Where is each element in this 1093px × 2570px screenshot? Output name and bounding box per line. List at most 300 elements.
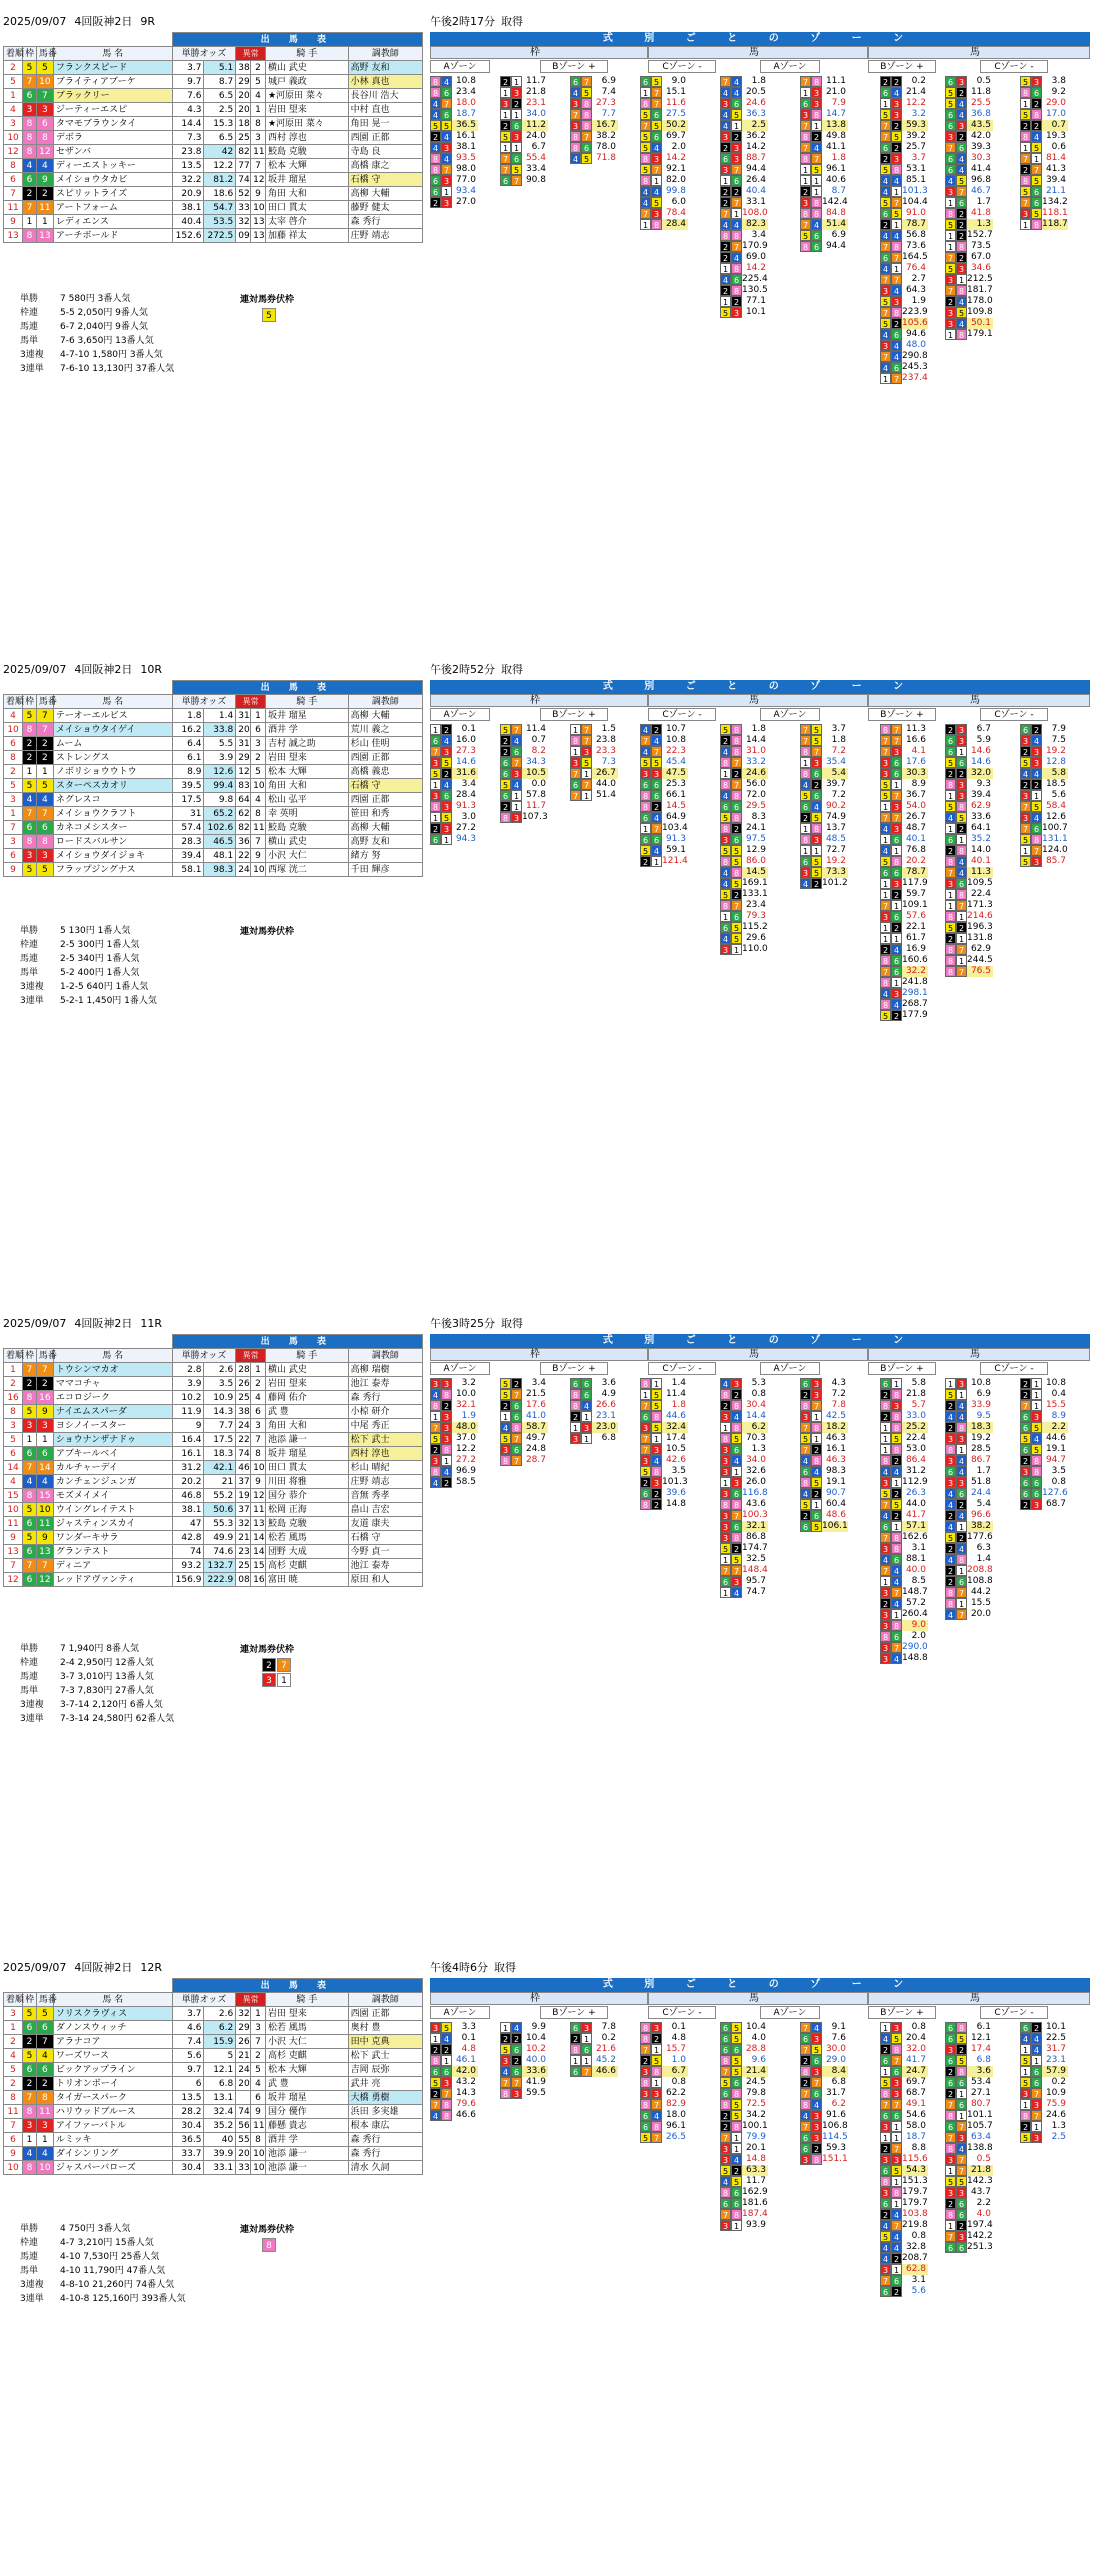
zone-entry[interactable] xyxy=(880,2121,928,2132)
zone-entry[interactable] xyxy=(880,1576,928,1587)
zone-entry[interactable] xyxy=(1020,1488,1068,1499)
zone-entry[interactable] xyxy=(640,1444,688,1455)
zone-entry[interactable] xyxy=(880,197,928,208)
zone-entry[interactable] xyxy=(880,1455,928,1466)
zone-entry[interactable] xyxy=(800,153,848,164)
zone-entry[interactable] xyxy=(500,131,548,142)
zone-entry[interactable] xyxy=(880,186,928,197)
zone-entry[interactable] xyxy=(1020,1422,1068,1433)
zone-entry[interactable] xyxy=(640,812,688,823)
zone-entry[interactable] xyxy=(800,197,848,208)
zone-entry[interactable] xyxy=(945,87,993,98)
zone-entry[interactable] xyxy=(430,98,478,109)
zone-entry[interactable] xyxy=(430,186,478,197)
zone-entry[interactable] xyxy=(880,230,928,241)
horse-name[interactable]: メイショウクラフト xyxy=(53,807,172,821)
horse-name[interactable]: ロードスバルサン xyxy=(53,835,172,849)
zone-entry[interactable] xyxy=(945,1499,993,1510)
zone-entry[interactable] xyxy=(880,889,928,900)
zone-entry[interactable] xyxy=(430,2022,478,2033)
zone-entry[interactable] xyxy=(945,1444,993,1455)
horse-name[interactable]: レッドアヴァンティ xyxy=(53,1573,172,1587)
zone-entry[interactable] xyxy=(640,2022,688,2033)
zone-entry[interactable] xyxy=(880,2176,928,2187)
zone-entry[interactable] xyxy=(945,2044,993,2055)
zone-entry[interactable] xyxy=(880,724,928,735)
zone-entry[interactable] xyxy=(570,87,618,98)
zone-entry[interactable] xyxy=(945,1554,993,1565)
zone-entry[interactable] xyxy=(500,2044,548,2055)
zone-entry[interactable] xyxy=(1020,76,1068,87)
zone-entry[interactable] xyxy=(430,2033,478,2044)
zone-entry[interactable] xyxy=(945,164,993,175)
horse-name[interactable]: レディエンス xyxy=(53,215,172,229)
zone-entry[interactable] xyxy=(720,1389,768,1400)
zone-entry[interactable] xyxy=(880,735,928,746)
zone-entry[interactable] xyxy=(945,1565,993,1576)
zone-entry[interactable] xyxy=(945,845,993,856)
zone-entry[interactable] xyxy=(720,164,768,175)
zone-entry[interactable] xyxy=(880,1598,928,1609)
zone-entry[interactable] xyxy=(720,131,768,142)
zone-entry[interactable] xyxy=(945,878,993,889)
zone-entry[interactable] xyxy=(800,768,848,779)
zone-entry[interactable] xyxy=(500,790,548,801)
zone-entry[interactable] xyxy=(880,966,928,977)
zone-entry[interactable] xyxy=(640,1422,688,1433)
zone-entry[interactable] xyxy=(430,120,478,131)
zone-entry[interactable] xyxy=(720,1510,768,1521)
zone-entry[interactable] xyxy=(720,1411,768,1422)
zone-entry[interactable] xyxy=(800,1389,848,1400)
zone-entry[interactable] xyxy=(880,2154,928,2165)
zone-entry[interactable] xyxy=(720,1378,768,1389)
zone-entry[interactable] xyxy=(570,98,618,109)
zone-entry[interactable] xyxy=(720,153,768,164)
zone-entry[interactable] xyxy=(945,318,993,329)
zone-entry[interactable] xyxy=(1020,2110,1068,2121)
horse-name[interactable]: アラナコア xyxy=(53,2035,172,2049)
zone-entry[interactable] xyxy=(945,2110,993,2121)
zone-entry[interactable] xyxy=(945,197,993,208)
zone-entry[interactable] xyxy=(1020,1477,1068,1488)
zone-entry[interactable] xyxy=(945,812,993,823)
zone-entry[interactable] xyxy=(430,87,478,98)
zone-entry[interactable] xyxy=(1020,2099,1068,2110)
zone-entry[interactable] xyxy=(945,307,993,318)
zone-entry[interactable] xyxy=(880,977,928,988)
zone-entry[interactable] xyxy=(570,2022,618,2033)
zone-entry[interactable] xyxy=(720,2154,768,2165)
horse-name[interactable]: トウシンマカオ xyxy=(53,1363,172,1377)
zone-entry[interactable] xyxy=(800,1400,848,1411)
zone-entry[interactable] xyxy=(640,845,688,856)
zone-entry[interactable] xyxy=(720,1433,768,1444)
zone-entry[interactable] xyxy=(880,351,928,362)
zone-entry[interactable] xyxy=(720,1554,768,1565)
zone-entry[interactable] xyxy=(720,922,768,933)
zone-entry[interactable] xyxy=(430,2088,478,2099)
zone-entry[interactable] xyxy=(570,2055,618,2066)
zone-entry[interactable] xyxy=(500,757,548,768)
zone-entry[interactable] xyxy=(800,2088,848,2099)
zone-entry[interactable] xyxy=(720,285,768,296)
zone-entry[interactable] xyxy=(640,1433,688,1444)
zone-entry[interactable] xyxy=(880,922,928,933)
horse-name[interactable]: ヨシノイースター xyxy=(53,1419,172,1433)
zone-entry[interactable] xyxy=(880,1466,928,1477)
zone-entry[interactable] xyxy=(640,834,688,845)
zone-entry[interactable] xyxy=(800,1455,848,1466)
zone-entry[interactable] xyxy=(945,1400,993,1411)
zone-entry[interactable] xyxy=(945,1477,993,1488)
zone-entry[interactable] xyxy=(720,1466,768,1477)
zone-entry[interactable] xyxy=(720,87,768,98)
zone-entry[interactable] xyxy=(570,2066,618,2077)
zone-entry[interactable] xyxy=(430,1400,478,1411)
zone-entry[interactable] xyxy=(945,142,993,153)
zone-entry[interactable] xyxy=(880,933,928,944)
zone-entry[interactable] xyxy=(800,2132,848,2143)
zone-entry[interactable] xyxy=(570,2033,618,2044)
zone-entry[interactable] xyxy=(430,801,478,812)
zone-entry[interactable] xyxy=(720,2110,768,2121)
zone-entry[interactable] xyxy=(570,1422,618,1433)
zone-entry[interactable] xyxy=(945,219,993,230)
zone-entry[interactable] xyxy=(800,1521,848,1532)
zone-entry[interactable] xyxy=(1020,120,1068,131)
zone-entry[interactable] xyxy=(880,856,928,867)
zone-entry[interactable] xyxy=(640,724,688,735)
horse-name[interactable]: ジャスパーバローズ xyxy=(53,2161,172,2175)
zone-entry[interactable] xyxy=(430,131,478,142)
zone-entry[interactable] xyxy=(945,2132,993,2143)
zone-entry[interactable] xyxy=(1020,2022,1068,2033)
zone-entry[interactable] xyxy=(945,1532,993,1543)
zone-entry[interactable] xyxy=(945,757,993,768)
zone-entry[interactable] xyxy=(800,230,848,241)
zone-entry[interactable] xyxy=(500,1444,548,1455)
horse-name[interactable]: ワンダーキサラ xyxy=(53,1531,172,1545)
zone-entry[interactable] xyxy=(430,724,478,735)
zone-entry[interactable] xyxy=(1020,2044,1068,2055)
zone-entry[interactable] xyxy=(880,2022,928,2033)
zone-entry[interactable] xyxy=(500,98,548,109)
zone-entry[interactable] xyxy=(430,1455,478,1466)
zone-entry[interactable] xyxy=(720,790,768,801)
zone-entry[interactable] xyxy=(720,2165,768,2176)
zone-entry[interactable] xyxy=(945,2165,993,2176)
zone-entry[interactable] xyxy=(500,812,548,823)
zone-entry[interactable] xyxy=(945,922,993,933)
zone-entry[interactable] xyxy=(880,1543,928,1554)
zone-entry[interactable] xyxy=(720,120,768,131)
zone-entry[interactable] xyxy=(880,900,928,911)
zone-entry[interactable] xyxy=(570,1433,618,1444)
zone-entry[interactable] xyxy=(945,856,993,867)
horse-name[interactable]: ルミッキ xyxy=(53,2133,172,2147)
horse-name[interactable]: トリオンボーイ xyxy=(53,2077,172,2091)
zone-entry[interactable] xyxy=(800,878,848,889)
zone-entry[interactable] xyxy=(880,252,928,263)
zone-entry[interactable] xyxy=(945,834,993,845)
zone-entry[interactable] xyxy=(880,1499,928,1510)
zone-entry[interactable] xyxy=(720,834,768,845)
zone-entry[interactable] xyxy=(500,175,548,186)
zone-entry[interactable] xyxy=(880,219,928,230)
zone-entry[interactable] xyxy=(880,2044,928,2055)
horse-name[interactable]: ワーズワース xyxy=(53,2049,172,2063)
zone-entry[interactable] xyxy=(640,1411,688,1422)
horse-name[interactable]: ディニア xyxy=(53,1559,172,1573)
zone-entry[interactable] xyxy=(945,208,993,219)
zone-entry[interactable] xyxy=(880,153,928,164)
zone-entry[interactable] xyxy=(720,2132,768,2143)
zone-entry[interactable] xyxy=(640,2044,688,2055)
zone-entry[interactable] xyxy=(640,2132,688,2143)
zone-entry[interactable] xyxy=(800,834,848,845)
zone-entry[interactable] xyxy=(945,1389,993,1400)
zone-entry[interactable] xyxy=(1020,2088,1068,2099)
zone-entry[interactable] xyxy=(570,120,618,131)
zone-entry[interactable] xyxy=(1020,1466,1068,1477)
zone-entry[interactable] xyxy=(800,109,848,120)
zone-entry[interactable] xyxy=(945,746,993,757)
zone-entry[interactable] xyxy=(720,1543,768,1554)
zone-entry[interactable] xyxy=(570,142,618,153)
horse-name[interactable]: ノボリショウウトウ xyxy=(53,765,172,779)
zone-entry[interactable] xyxy=(880,1510,928,1521)
zone-entry[interactable] xyxy=(720,878,768,889)
zone-entry[interactable] xyxy=(720,812,768,823)
zone-entry[interactable] xyxy=(880,1653,928,1664)
zone-entry[interactable] xyxy=(720,2198,768,2209)
zone-entry[interactable] xyxy=(720,186,768,197)
zone-entry[interactable] xyxy=(945,120,993,131)
zone-entry[interactable] xyxy=(945,2143,993,2154)
zone-entry[interactable] xyxy=(500,1389,548,1400)
zone-entry[interactable] xyxy=(1020,812,1068,823)
horse-name[interactable]: グランテスト xyxy=(53,1545,172,1559)
zone-entry[interactable] xyxy=(640,164,688,175)
zone-entry[interactable] xyxy=(880,1444,928,1455)
zone-entry[interactable] xyxy=(800,757,848,768)
zone-entry[interactable] xyxy=(640,109,688,120)
zone-entry[interactable] xyxy=(1020,2066,1068,2077)
zone-entry[interactable] xyxy=(640,757,688,768)
zone-entry[interactable] xyxy=(800,735,848,746)
zone-entry[interactable] xyxy=(500,801,548,812)
zone-entry[interactable] xyxy=(640,856,688,867)
zone-entry[interactable] xyxy=(720,2099,768,2110)
zone-entry[interactable] xyxy=(500,1455,548,1466)
zone-entry[interactable] xyxy=(945,2099,993,2110)
horse-name[interactable]: ブラックリー xyxy=(53,89,172,103)
zone-entry[interactable] xyxy=(945,175,993,186)
zone-entry[interactable] xyxy=(640,2033,688,2044)
zone-entry[interactable] xyxy=(640,1477,688,1488)
zone-entry[interactable] xyxy=(1020,109,1068,120)
zone-entry[interactable] xyxy=(880,2231,928,2242)
zone-entry[interactable] xyxy=(880,779,928,790)
zone-entry[interactable] xyxy=(640,801,688,812)
zone-entry[interactable] xyxy=(720,2121,768,2132)
zone-entry[interactable] xyxy=(720,845,768,856)
zone-entry[interactable] xyxy=(800,87,848,98)
zone-entry[interactable] xyxy=(880,867,928,878)
zone-entry[interactable] xyxy=(640,2077,688,2088)
zone-entry[interactable] xyxy=(430,2066,478,2077)
zone-entry[interactable] xyxy=(945,933,993,944)
zone-entry[interactable] xyxy=(880,2055,928,2066)
horse-name[interactable]: メイショウダイジョキ xyxy=(53,849,172,863)
zone-entry[interactable] xyxy=(1020,779,1068,790)
zone-entry[interactable] xyxy=(500,1422,548,1433)
zone-entry[interactable] xyxy=(880,955,928,966)
horse-name[interactable]: メイショウタカビ xyxy=(53,173,172,187)
zone-entry[interactable] xyxy=(430,1444,478,1455)
zone-entry[interactable] xyxy=(500,779,548,790)
zone-entry[interactable] xyxy=(430,735,478,746)
zone-entry[interactable] xyxy=(945,768,993,779)
zone-entry[interactable] xyxy=(945,2187,993,2198)
zone-entry[interactable] xyxy=(880,296,928,307)
zone-entry[interactable] xyxy=(880,1609,928,1620)
horse-name[interactable]: ジーティーエスピ xyxy=(53,103,172,117)
zone-entry[interactable] xyxy=(1020,1444,1068,1455)
zone-entry[interactable] xyxy=(800,2055,848,2066)
zone-entry[interactable] xyxy=(880,768,928,779)
zone-entry[interactable] xyxy=(945,2242,993,2253)
zone-entry[interactable] xyxy=(570,746,618,757)
zone-entry[interactable] xyxy=(640,746,688,757)
zone-entry[interactable] xyxy=(800,142,848,153)
zone-entry[interactable] xyxy=(880,746,928,757)
zone-entry[interactable] xyxy=(945,779,993,790)
zone-entry[interactable] xyxy=(720,2220,768,2231)
zone-entry[interactable] xyxy=(1020,208,1068,219)
zone-entry[interactable] xyxy=(640,120,688,131)
zone-entry[interactable] xyxy=(1020,164,1068,175)
zone-entry[interactable] xyxy=(720,900,768,911)
zone-entry[interactable] xyxy=(430,1411,478,1422)
zone-entry[interactable] xyxy=(430,834,478,845)
zone-entry[interactable] xyxy=(720,1477,768,1488)
zone-entry[interactable] xyxy=(880,2264,928,2275)
zone-entry[interactable] xyxy=(880,1422,928,1433)
zone-entry[interactable] xyxy=(945,867,993,878)
zone-entry[interactable] xyxy=(880,164,928,175)
zone-entry[interactable] xyxy=(720,142,768,153)
zone-entry[interactable] xyxy=(800,2044,848,2055)
horse-name[interactable]: デボラ xyxy=(53,131,172,145)
zone-entry[interactable] xyxy=(800,724,848,735)
zone-entry[interactable] xyxy=(945,1411,993,1422)
zone-entry[interactable] xyxy=(1020,823,1068,834)
zone-entry[interactable] xyxy=(945,1466,993,1477)
zone-entry[interactable] xyxy=(945,955,993,966)
zone-entry[interactable] xyxy=(945,230,993,241)
zone-entry[interactable] xyxy=(1020,801,1068,812)
zone-entry[interactable] xyxy=(880,2143,928,2154)
zone-entry[interactable] xyxy=(500,724,548,735)
zone-entry[interactable] xyxy=(1020,2033,1068,2044)
zone-entry[interactable] xyxy=(720,944,768,955)
zone-entry[interactable] xyxy=(880,2088,928,2099)
zone-entry[interactable] xyxy=(720,2055,768,2066)
horse-name[interactable]: ディーエストッキー xyxy=(53,159,172,173)
horse-name[interactable]: アートフォーム xyxy=(53,201,172,215)
zone-entry[interactable] xyxy=(880,2077,928,2088)
zone-entry[interactable] xyxy=(500,109,548,120)
zone-entry[interactable] xyxy=(880,120,928,131)
zone-entry[interactable] xyxy=(1020,87,1068,98)
zone-entry[interactable] xyxy=(1020,219,1068,230)
zone-entry[interactable] xyxy=(1020,834,1068,845)
zone-entry[interactable] xyxy=(430,76,478,87)
horse-name[interactable]: アーチボールド xyxy=(53,229,172,243)
zone-entry[interactable] xyxy=(880,2132,928,2143)
zone-entry[interactable] xyxy=(945,285,993,296)
zone-entry[interactable] xyxy=(945,735,993,746)
zone-entry[interactable] xyxy=(430,768,478,779)
zone-entry[interactable] xyxy=(720,1455,768,1466)
zone-entry[interactable] xyxy=(570,153,618,164)
zone-entry[interactable] xyxy=(720,933,768,944)
horse-name[interactable]: メイショウタイゲイ xyxy=(53,723,172,737)
zone-entry[interactable] xyxy=(880,812,928,823)
zone-entry[interactable] xyxy=(800,867,848,878)
horse-name[interactable]: ナイエムスパーダ xyxy=(53,1405,172,1419)
zone-entry[interactable] xyxy=(1020,1455,1068,1466)
horse-name[interactable]: ネグレスコ xyxy=(53,793,172,807)
zone-entry[interactable] xyxy=(500,2022,548,2033)
zone-entry[interactable] xyxy=(570,109,618,120)
zone-entry[interactable] xyxy=(945,153,993,164)
zone-entry[interactable] xyxy=(570,1378,618,1389)
zone-entry[interactable] xyxy=(880,109,928,120)
zone-entry[interactable] xyxy=(800,2033,848,2044)
zone-entry[interactable] xyxy=(640,131,688,142)
zone-entry[interactable] xyxy=(720,109,768,120)
zone-entry[interactable] xyxy=(945,2220,993,2231)
horse-name[interactable]: ショウナンザナドゥ xyxy=(53,1433,172,1447)
zone-entry[interactable] xyxy=(720,1565,768,1576)
zone-entry[interactable] xyxy=(430,812,478,823)
zone-entry[interactable] xyxy=(880,1378,928,1389)
zone-entry[interactable] xyxy=(880,2033,928,2044)
zone-entry[interactable] xyxy=(720,1532,768,1543)
zone-entry[interactable] xyxy=(945,2088,993,2099)
zone-entry[interactable] xyxy=(640,2110,688,2121)
zone-entry[interactable] xyxy=(500,142,548,153)
zone-entry[interactable] xyxy=(430,142,478,153)
zone-entry[interactable] xyxy=(640,142,688,153)
zone-entry[interactable] xyxy=(570,779,618,790)
zone-entry[interactable] xyxy=(945,2022,993,2033)
zone-entry[interactable] xyxy=(945,241,993,252)
zone-entry[interactable] xyxy=(720,889,768,900)
zone-entry[interactable] xyxy=(945,889,993,900)
zone-entry[interactable] xyxy=(1020,724,1068,735)
zone-entry[interactable] xyxy=(430,790,478,801)
horse-name[interactable]: フラップジングナス xyxy=(53,863,172,877)
zone-entry[interactable] xyxy=(880,241,928,252)
zone-entry[interactable] xyxy=(640,1400,688,1411)
zone-entry[interactable] xyxy=(720,735,768,746)
zone-entry[interactable] xyxy=(945,109,993,120)
zone-entry[interactable] xyxy=(945,1378,993,1389)
